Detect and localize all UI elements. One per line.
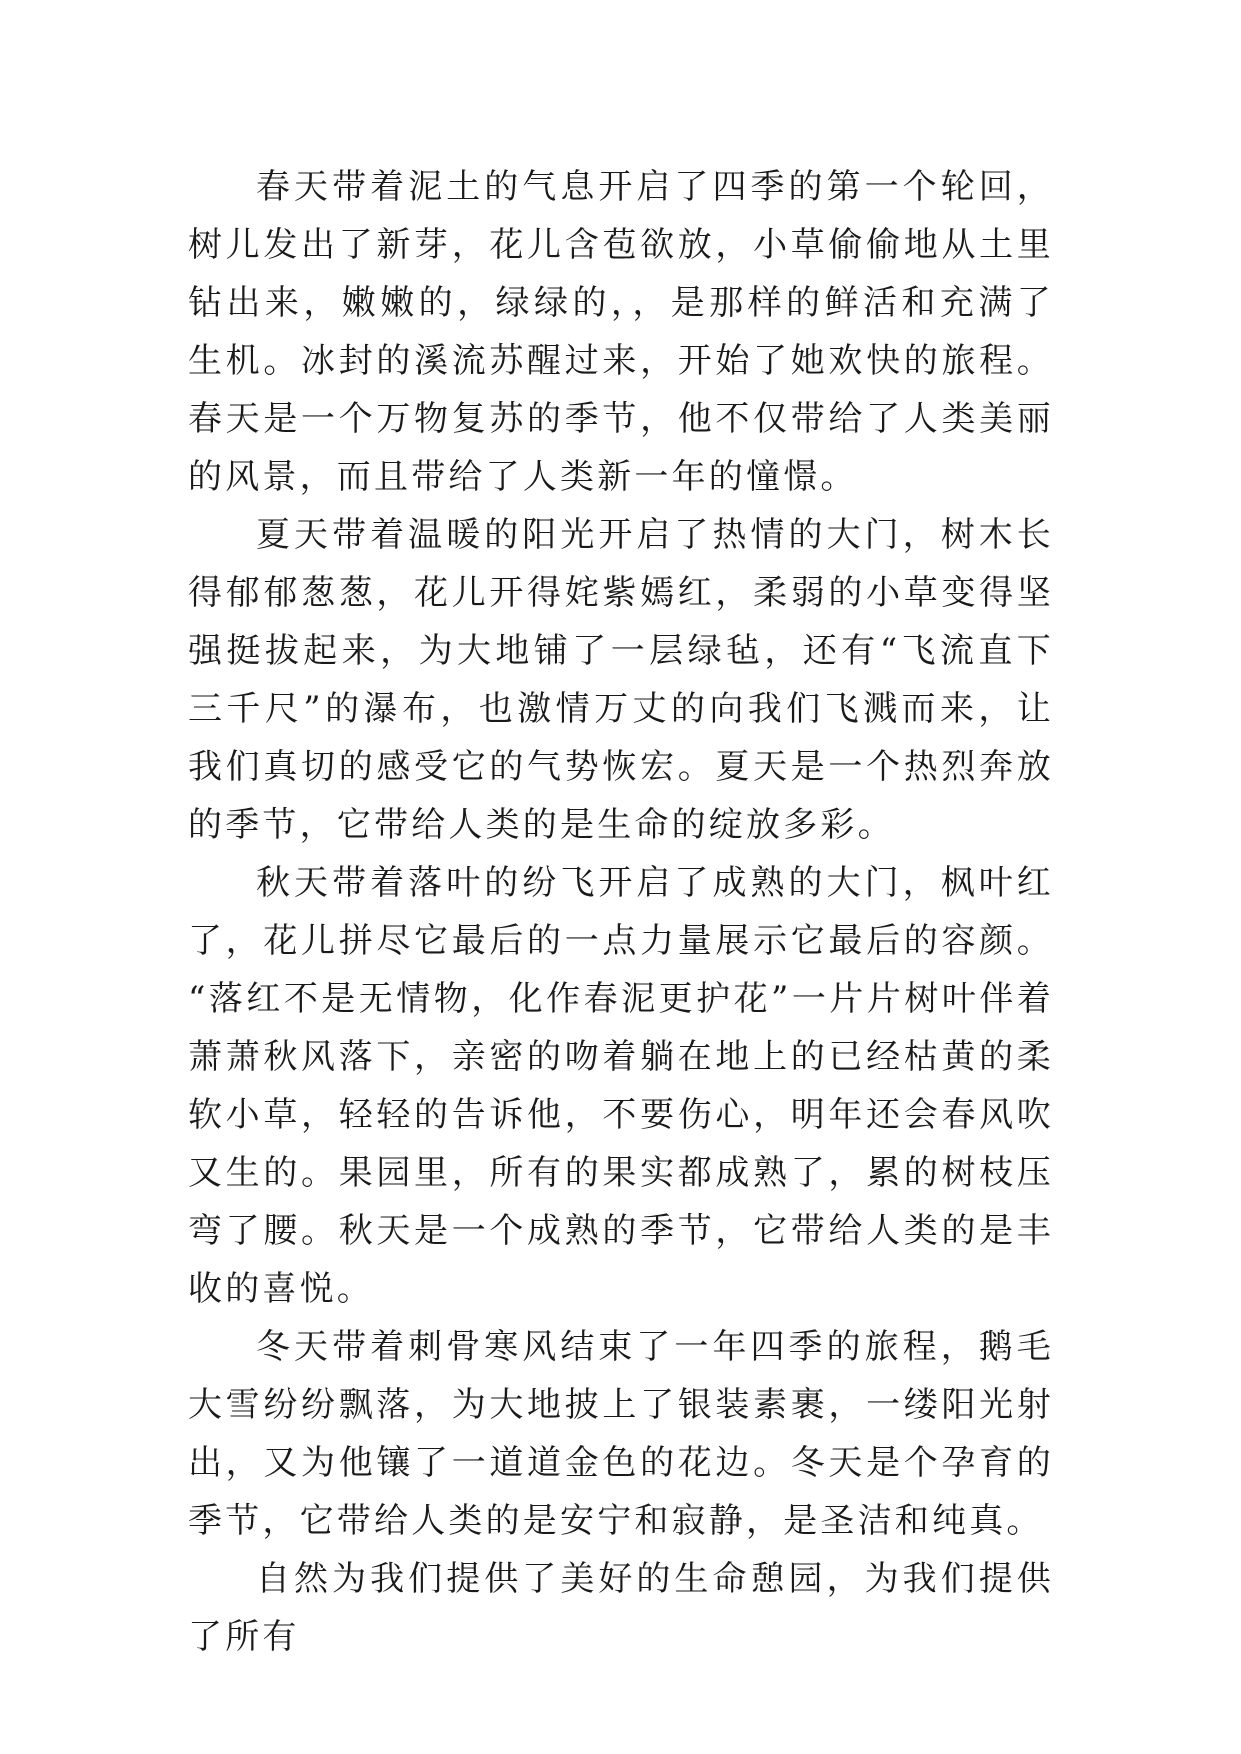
paragraph-summer: 夏天带着温暖的阳光开启了热情的大门，树木长得郁郁葱葱，花儿开得姹紫嫣红，柔弱的小草变得坚强挺拔起来，为大地铺了一层绿毡，还有“飞流直下三千尺”的瀑布，也激情万丈的向我们飞溅而来，让我们真切的感受它的气势恢宏。夏天是一个热烈奔放的季节，它带给人类的是生命的绽放多彩。: [188, 515, 1054, 845]
body-text: [188, 158, 1054, 1666]
paragraph-spring: 春天带着泥土的气息开启了四季的第一个轮回，树儿发出了新芽，花儿含苞欲放，小草偷偷地从土里钻出来，嫩嫩的，绿绿的，，是那样的鲜活和充满了生机。冰封的溪流苏醒过来，开始了她欢快的旅程。春天是一个万物复苏的季节，他不仅带给了人类美丽的风景，而且带给了人类新一年的憧憬。: [188, 167, 1054, 497]
paragraph-winter: 冬天带着刺骨寒风结束了一年四季的旅程，鹅毛大雪纷纷飘落，为大地披上了银装素裹，一缕阳光射出，又为他镶了一道道金色的花边。冬天是个孕育的季节，它带给人类的是安宁和寂静，是圣洁和纯真。: [188, 1327, 1054, 1541]
paragraph-autumn: 秋天带着落叶的纷飞开启了成熟的大门，枫叶红了，花儿拼尽它最后的一点力量展示它最后的容颜。“落红不是无情物，化作春泥更护花”一片片树叶伴着萧萧秋风落下，亲密的吻着躺在地上的已经枯黄的柔软小草，轻轻的告诉他，不要伤心，明年还会春风吹又生的。果园里，所有的果实都成熟了，累的树枝压弯了腰。秋天是一个成熟的季节，它带给人类的是丰收的喜悦。: [188, 863, 1054, 1309]
paragraph-nature: 自然为我们提供了美好的生命憩园，为我们提供了所有: [188, 1559, 1054, 1657]
